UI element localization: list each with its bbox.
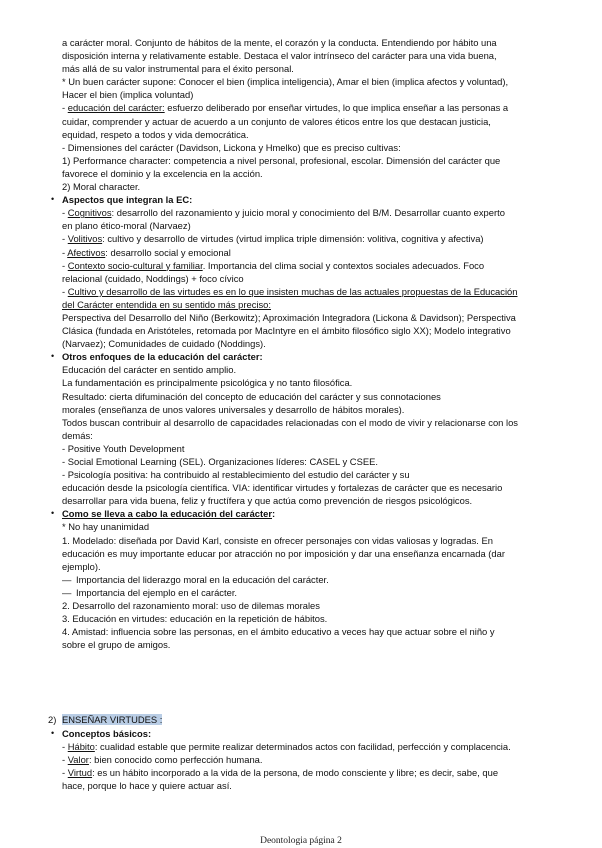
concept-virtud: - Virtud: es un hábito incorporado a la vida de la persona, de modo consciente y libre; es decir, sabe, que bbox=[62, 766, 499, 778]
enfoques-line: - Psicología positiva: ha contribuido al restablecimiento del estudio del carácter y su bbox=[62, 469, 410, 481]
dash-icon: — bbox=[62, 586, 72, 598]
dash-item-text: Importancia del liderazgo moral en la educación del carácter. bbox=[76, 573, 329, 585]
intro-line: - Dimensiones del carácter (Davidson, Lickona y Hmelko) que es preciso cultivas: bbox=[62, 141, 401, 153]
como-line: educación es muy importante educar por atracción no por imposición y dar una enseñanza encarnada (dar bbox=[62, 547, 505, 559]
aspect-cognitivos: - Cognitivos: desarrollo del razonamiento y juicio moral y conocimiento del B/M. Desarrollar cuanto experto bbox=[62, 207, 505, 219]
section-heading: Otros enfoques de la educación del carácter: bbox=[62, 351, 263, 363]
aspect-cultivo: - Cultivo y desarrollo de las virtudes es en lo que insisten muchas de las actuales propuestas de la Educación bbox=[62, 285, 518, 297]
term-volitivos: Volitivos bbox=[67, 233, 103, 245]
heading-colon: : bbox=[272, 508, 276, 520]
term-habito: Hábito bbox=[67, 740, 95, 752]
section-heading bbox=[62, 507, 558, 520]
definition-text: esfuerzo deliberado por enseñar virtudes, lo que implica enseñar a las personas a bbox=[164, 102, 509, 114]
enfoques-line: - Social Emotional Learning (SEL). Organizaciones líderes: CASEL y CSEE. bbox=[62, 456, 378, 467]
enfoques-line: La fundamentación es principalmente psicológica y no tanto filosófica. bbox=[62, 377, 353, 389]
aspect-line: en plano ético-moral (Narvaez) bbox=[62, 220, 191, 232]
enfoques-line: - Positive Youth Development bbox=[62, 442, 185, 454]
como-line: 1. Modelado: diseñada por David Karl, consiste en ofrecer personajes con vidas valiosas y logradas. En bbox=[62, 534, 493, 546]
page-footer: Deontologia página 2 bbox=[260, 836, 342, 846]
perspectives-line: Perspectiva del Desarrollo del Niño (Berkowitz); Aproximación Integradora (Lickona & Davidson); Perspectiva bbox=[62, 311, 516, 323]
perspectives-line: (Narvaez); Comunidades de cuidado (Noddings). bbox=[62, 338, 266, 350]
bullet-icon: • bbox=[51, 508, 55, 519]
section-heading: Conceptos básicos: bbox=[62, 727, 152, 739]
enfoques-line: Resultado: cierta difuminación del concepto de educación del carácter y sus connotaciones bbox=[62, 390, 441, 402]
section-title: ENSEÑAR VIRTUDES : bbox=[62, 714, 163, 726]
section-heading: Aspectos que integran la EC: bbox=[62, 194, 193, 206]
bullet-icon: • bbox=[51, 351, 55, 362]
como-line: ejemplo). bbox=[62, 560, 101, 572]
concept-line: hace, porque lo hace y quiere actuar así. bbox=[62, 779, 232, 791]
aspect-afectivos: - Afectivos: desarrollo social y emocional bbox=[62, 246, 231, 258]
aspect-cultivo-cont: del Carácter entendida en su sentido más preciso: bbox=[62, 298, 271, 310]
term-cognitivos: Cognitivos bbox=[67, 207, 112, 219]
como-line: sobre el grupo de amigos. bbox=[62, 639, 171, 651]
heading-text: Como se lleva a cabo la educación del carácter bbox=[62, 508, 272, 520]
page-content bbox=[48, 36, 558, 792]
definition-line bbox=[62, 101, 558, 114]
dash-prefix: - bbox=[62, 102, 68, 114]
aspect-contexto: - Contexto socio-cultural y familiar. Importancia del clima social y contextos sociales adecuados. Foco bbox=[62, 259, 485, 271]
aspect-text: : desarrollo social y emocional bbox=[105, 246, 231, 258]
como-line: 2. Desarrollo del razonamiento moral: uso de dilemas morales bbox=[62, 600, 320, 612]
aspect-line: relacional (cuidado, Noddings) + foco cívico bbox=[62, 272, 244, 284]
como-line: 4. Amistad: influencia sobre las personas, en el ámbito educativo a veces hay que actuar sobre el niño y bbox=[62, 626, 495, 638]
concept-valor: - Valor: bien conocido como perfección humana. bbox=[62, 753, 263, 765]
section-2-heading bbox=[48, 713, 558, 726]
term-valor: Valor bbox=[67, 753, 89, 765]
como-heading bbox=[51, 507, 558, 520]
enfoques-line: Todos buscan contribuir al desarrollo de capacidades relacionadas con el modo de vivir y relacionarse con los bbox=[62, 416, 518, 428]
perspectives-line: Clásica (fundada en Aristóteles, retomada por MacIntyre en el ámbito filosófico siglo XX); Modelo integrativo bbox=[62, 325, 511, 337]
enfoques-line: educación desde la psicología científica. VIA: identificar virtudes y fortalezas de carácter que es necesario bbox=[62, 482, 503, 494]
intro-line: más allá de su valor instrumental para el éxito personal. bbox=[62, 63, 294, 75]
term-educacion-caracter: educación del carácter: bbox=[67, 102, 165, 114]
dash-item bbox=[62, 573, 558, 586]
bullet-icon: • bbox=[51, 194, 55, 205]
intro-line: equidad, respeto a todos y vida democrática. bbox=[62, 128, 249, 140]
dash-item-text: Importancia del ejemplo en el carácter. bbox=[76, 586, 238, 598]
enfoques-line: morales (enseñanza de unos valores universales y desarrollo de hábitos morales). bbox=[62, 403, 405, 415]
como-line: 3. Educación en virtudes: educación en la repetición de hábitos. bbox=[62, 613, 328, 625]
como-line: * No hay unanimidad bbox=[62, 521, 150, 533]
enfoques-line: Educación del carácter en sentido amplio. bbox=[62, 364, 237, 376]
intro-line: a carácter moral. Conjunto de hábitos de la mente, el corazón y la conducta. Entendiendo por hábito una bbox=[62, 37, 497, 48]
concept-text: : bien conocido como perfección humana. bbox=[88, 753, 263, 765]
section-number: 2) bbox=[48, 714, 57, 726]
aspect-text: : cultivo y desarrollo de virtudes (virtud implica triple dimensión: volitiva, cognitiva y afectiva) bbox=[102, 233, 484, 245]
intro-line: * Un buen carácter supone: Conocer el bien (implica inteligencia), Amar el bien (implica afectos y voluntad), bbox=[62, 76, 509, 88]
concept-text: : cualidad estable que permite realizar determinados actos con facilidad, perfección y complacencia. bbox=[94, 740, 511, 752]
aspect-text: . Importancia del clima social y contextos sociales adecuados. Foco bbox=[202, 259, 485, 271]
aspectos-heading bbox=[51, 193, 558, 206]
aspect-text: : desarrollo del razonamiento y juicio moral y conocimiento del B/M. Desarrollar cuanto experto bbox=[111, 207, 505, 219]
concept-text: : es un hábito incorporado a la vida de la persona, de modo consciente y libre; es decir, sabe, que bbox=[92, 766, 499, 778]
dash-icon: — bbox=[62, 573, 72, 585]
intro-line: disposición interna y relativamente estable. Destaca el valor intrínseco del carácter para una vida buena, bbox=[62, 50, 497, 62]
enfoques-line: desarrollar para vida buena, feliz y fructífera y que actúa como prevención de riesgos psicológicos. bbox=[62, 495, 473, 507]
conceptos-heading bbox=[51, 727, 558, 740]
term-virtud: Virtud bbox=[67, 766, 93, 778]
term-contexto: Contexto socio-cultural y familiar bbox=[67, 259, 203, 271]
term-cultivo: Cultivo y desarrollo de las virtudes es en lo que insisten muchas de las actuales propuestas de la Educación bbox=[67, 285, 518, 297]
enfoques-line: demás: bbox=[62, 429, 93, 441]
dash-item bbox=[62, 586, 558, 599]
intro-line: Hacer el bien (implica voluntad) bbox=[62, 89, 194, 101]
aspect-volitivos: - Volitivos: cultivo y desarrollo de virtudes (virtud implica triple dimensión: volitiva, cognitiva y afectiva) bbox=[62, 233, 484, 245]
intro-line: favorece el dominio y la excelencia en la acción. bbox=[62, 167, 263, 179]
intro-line: cuidar, comprender y actuar de acuerdo a un conjunto de valores éticos entre los que destacan justicia, bbox=[62, 115, 491, 127]
term-afectivos: Afectivos bbox=[67, 246, 106, 258]
intro-line: 2) Moral character. bbox=[62, 181, 141, 193]
bullet-icon: • bbox=[51, 727, 55, 738]
concept-habito: - Hábito: cualidad estable que permite realizar determinados actos con facilidad, perfección y complacencia. bbox=[62, 740, 511, 752]
intro-line: 1) Performance character: competencia a nivel personal, profesional, escolar. Dimensión del carácter que bbox=[62, 154, 501, 166]
enfoques-heading bbox=[51, 350, 558, 363]
spacer bbox=[62, 651, 558, 713]
